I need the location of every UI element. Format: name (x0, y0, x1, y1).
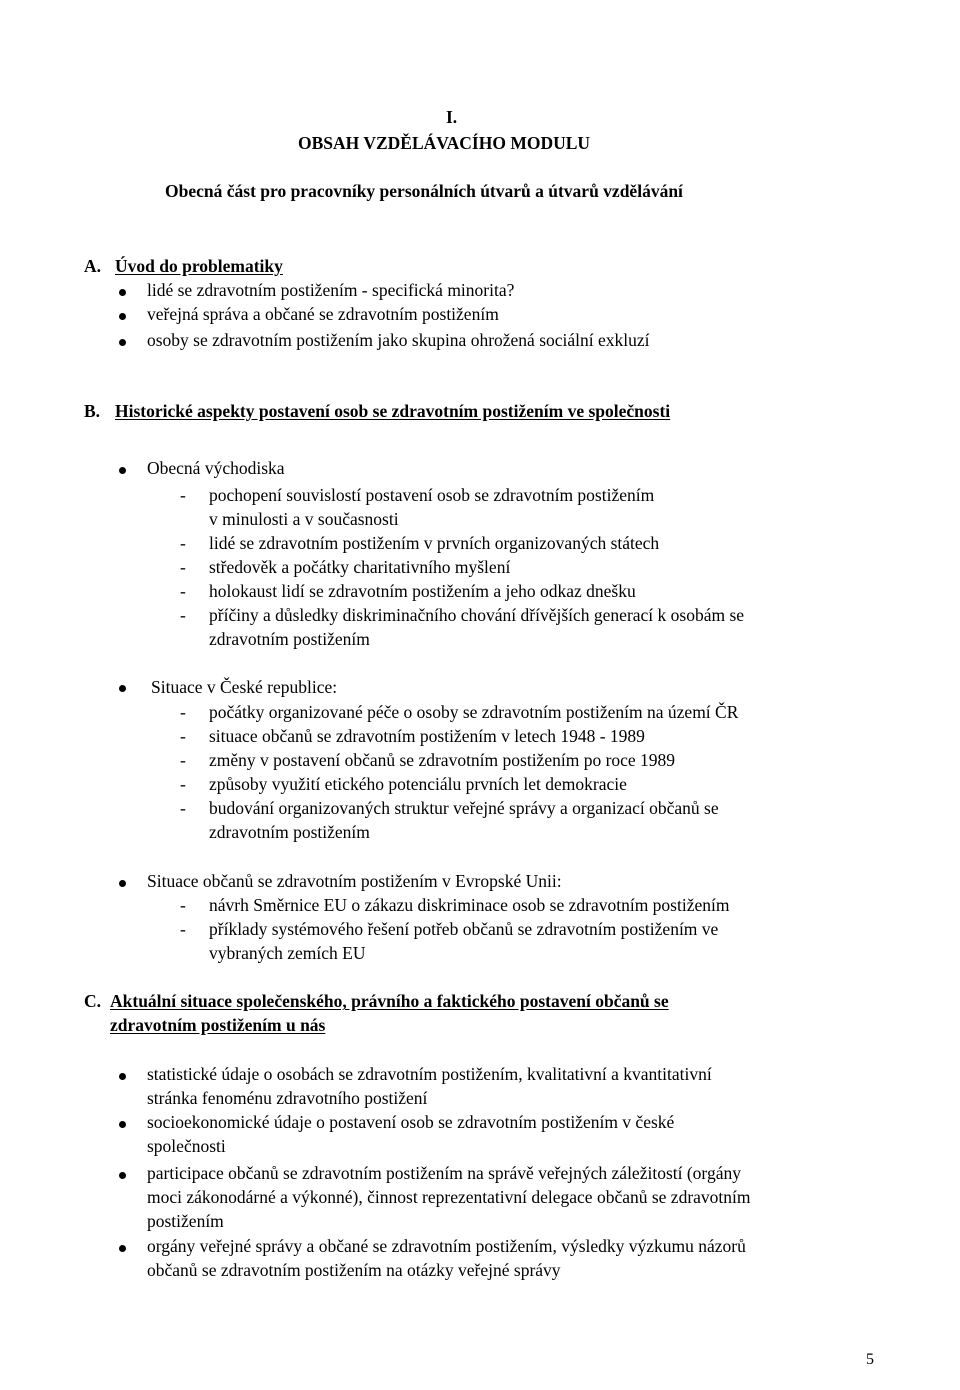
dash-marker: - (180, 919, 186, 939)
dash-marker: - (180, 533, 186, 553)
section-c-heading: zdravotním postižením u nás (110, 1015, 326, 1035)
bullet-icon (119, 1121, 126, 1128)
page-number: 5 (866, 1351, 874, 1368)
section-c-item: orgány veřejné správy a občané se zdravotním postižením, výsledky výzkumu názorů (147, 1236, 746, 1256)
dash-marker: - (180, 485, 186, 505)
dash-marker: - (180, 557, 186, 577)
group-item: zdravotním postižením (209, 629, 370, 649)
dash-marker: - (180, 605, 186, 625)
bullet-icon (119, 313, 126, 320)
section-a-item: osoby se zdravotním postižením jako skupina ohrožená sociální exkluzí (147, 330, 650, 350)
group-title: Situace v České republice: (151, 677, 338, 697)
section-c-item: občanů se zdravotním postižením na otázky veřejné správy (147, 1260, 561, 1280)
group-item: způsoby využití etického potenciálu prvních let demokracie (209, 774, 627, 794)
dash-marker: - (180, 895, 186, 915)
section-a-item: veřejná správa a občané se zdravotním postižením (147, 304, 499, 324)
bullet-icon (119, 1073, 126, 1080)
section-c-heading: Aktuální situace společenského, právního a faktického postavení občanů se (110, 991, 669, 1011)
group-item: příklady systémového řešení potřeb občanů se zdravotním postižením ve (209, 919, 719, 939)
section-a-heading: Úvod do problematiky (115, 256, 283, 276)
group-item: návrh Směrnice EU o zákazu diskriminace osob se zdravotním postižením (209, 895, 730, 915)
bullet-icon (119, 1172, 126, 1179)
section-c-item: participace občanů se zdravotním postižením na správě veřejných záležitostí (orgány (147, 1163, 741, 1183)
dash-marker: - (180, 798, 186, 818)
group-item: v minulosti a v současnosti (209, 509, 399, 529)
dash-marker: - (180, 702, 186, 722)
section-c-letter: C. (84, 991, 102, 1011)
dash-marker: - (180, 581, 186, 601)
section-a-letter: A. (84, 256, 102, 276)
section-c-item: postižením (147, 1211, 224, 1231)
group-item: počátky organizované péče o osoby se zdravotním postižením na území ČR (209, 702, 739, 722)
section-b-letter: B. (84, 401, 101, 421)
section-c-item: společnosti (147, 1136, 226, 1156)
bullet-icon (119, 685, 126, 692)
roman-numeral: I. (446, 107, 458, 127)
group-item: vybraných zemích EU (209, 943, 366, 963)
group-item: zdravotním postižením (209, 822, 370, 842)
dash-marker: - (180, 750, 186, 770)
section-a-item: lidé se zdravotním postižením - specifická minorita? (147, 280, 515, 300)
group-item: situace občanů se zdravotním postižením v letech 1948 - 1989 (209, 726, 645, 746)
section-c-item: statistické údaje o osobách se zdravotním postižením, kvalitativní a kvantitativní (147, 1064, 712, 1084)
bullet-icon (119, 289, 126, 296)
group-item: středověk a počátky charitativního myšlení (209, 557, 511, 577)
section-c-item: socioekonomické údaje o postavení osob se zdravotním postižením v české (147, 1112, 675, 1132)
group-title: Situace občanů se zdravotním postižením v Evropské Unii: (147, 871, 562, 891)
bullet-icon (119, 880, 126, 887)
group-item: budování organizovaných struktur veřejné správy a organizací občanů se (209, 798, 719, 818)
module-title: OBSAH VZDĚLÁVACÍHO MODULU (298, 133, 591, 153)
section-c-item: moci zákonodárné a výkonné), činnost reprezentativní delegace občanů se zdravotním (147, 1187, 751, 1207)
group-item: změny v postavení občanů se zdravotním postižením po roce 1989 (209, 750, 676, 770)
section-c-item: stránka fenoménu zdravotního postižení (147, 1088, 428, 1108)
dash-marker: - (180, 726, 186, 746)
group-title: Obecná východiska (147, 458, 285, 478)
group-item: pochopení souvislostí postavení osob se zdravotním postižením (209, 485, 655, 505)
dash-marker: - (180, 774, 186, 794)
group-item: příčiny a důsledky diskriminačního chování dřívějších generací k osobám se (209, 605, 745, 625)
bullet-icon (119, 467, 126, 474)
group-item: holokaust lidí se zdravotním postižením a jeho odkaz dnešku (209, 581, 636, 601)
bullet-icon (119, 339, 126, 346)
group-item: lidé se zdravotním postižením v prvních organizovaných státech (209, 533, 660, 553)
bullet-icon (119, 1245, 126, 1252)
module-subtitle: Obecná část pro pracovníky personálních útvarů a útvarů vzdělávání (165, 181, 683, 201)
section-b-heading: Historické aspekty postavení osob se zdravotním postižením ve společnosti (115, 401, 671, 421)
